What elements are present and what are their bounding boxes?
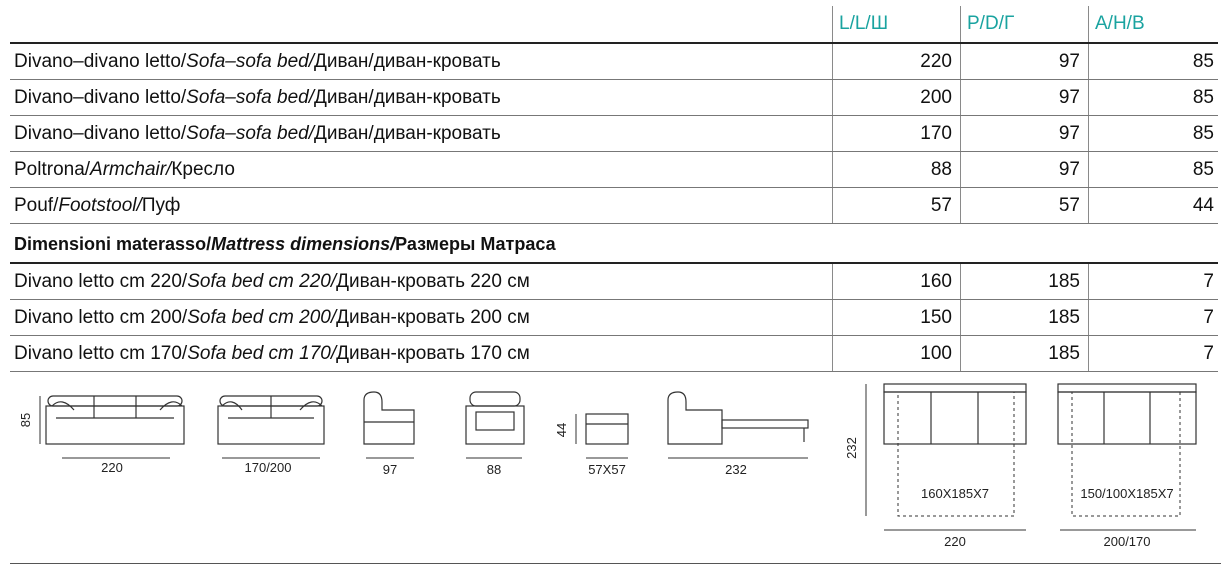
cell-depth: 185: [960, 264, 1088, 299]
table-header: [10, 6, 1218, 44]
row-label: Divano letto cm 220/Sofa bed cm 220/Диван-кровать 220 см: [14, 271, 530, 292]
cell-height: 85: [1088, 116, 1218, 151]
sofa-height-label: 85: [18, 412, 33, 428]
pouf-size-label: 57X57: [588, 462, 626, 477]
bed-length-label: 232: [725, 462, 747, 477]
header-length: L/L/Ш: [832, 6, 960, 42]
table-row: [10, 188, 1218, 224]
table-row: [10, 264, 1218, 300]
cell-length: 88: [832, 152, 960, 187]
row-label: Divano letto cm 170/Sofa bed cm 170/Диван-кровать 170 см: [14, 343, 530, 364]
cell-length: 160: [832, 264, 960, 299]
top2-width-label: 200/170: [1103, 534, 1151, 549]
sofa-side-drawing: [364, 392, 414, 444]
sofa-170-width-label: 170/200: [244, 460, 292, 475]
top2-mattress-label: 150/100X185X7: [1080, 486, 1174, 501]
table-row: [10, 336, 1218, 372]
cell-length: 150: [832, 300, 960, 335]
header-depth: P/D/Г: [960, 6, 1088, 42]
table-row: [10, 116, 1218, 152]
cell-height: 85: [1088, 152, 1218, 187]
cell-depth: 97: [960, 44, 1088, 79]
table-row: [10, 80, 1218, 116]
cell-length: 57: [832, 188, 960, 223]
table-row: [10, 44, 1218, 80]
cell-length: 200: [832, 80, 960, 115]
top1-mattress-label: 160X185X7: [921, 486, 989, 501]
divider: [10, 563, 1221, 564]
table-row: [10, 152, 1218, 188]
row-label: Divano letto cm 200/Sofa bed cm 200/Диван-кровать 200 см: [14, 307, 530, 328]
cell-height: 85: [1088, 80, 1218, 115]
cell-depth: 185: [960, 300, 1088, 335]
sofa-220-front-drawing: [46, 396, 184, 444]
table-row: [10, 300, 1218, 336]
row-label: Divano–divano letto/Sofa–sofa bed/Диван/диван-кровать: [14, 51, 501, 72]
row-label: Pouf/Footstool/Пуф: [14, 195, 181, 216]
row-label: Divano–divano letto/Sofa–sofa bed/Диван/диван-кровать: [14, 87, 501, 108]
sofa-bed-open-drawing: [668, 392, 808, 444]
cell-depth: 57: [960, 188, 1088, 223]
sofa-220-width-label: 220: [101, 460, 123, 475]
top1-width-label: 220: [944, 534, 966, 549]
cell-length: 170: [832, 116, 960, 151]
furniture-drawings: [0, 370, 1231, 572]
side-depth-label: 97: [382, 462, 398, 477]
row-label: Poltrona/Armchair/Кресло: [14, 159, 235, 180]
cell-depth: 185: [960, 336, 1088, 371]
header-height: A/H/B: [1088, 6, 1218, 42]
sofa-170-front-drawing: [218, 396, 324, 444]
armchair-width-label: 88: [486, 462, 502, 477]
cell-height: 7: [1088, 300, 1218, 335]
cell-height: 7: [1088, 264, 1218, 299]
cell-depth: 97: [960, 80, 1088, 115]
cell-height: 7: [1088, 336, 1218, 371]
cell-length: 220: [832, 44, 960, 79]
cell-height: 85: [1088, 44, 1218, 79]
mattress-section-title: Dimensioni materasso/Mattress dimensions/Размеры Матраса: [10, 224, 1218, 264]
row-label: Divano–divano letto/Sofa–sofa bed/Диван/диван-кровать: [14, 123, 501, 144]
pouf-height-label: 44: [554, 422, 569, 438]
dimensions-table: [10, 6, 1218, 372]
top-depth-label: 232: [844, 437, 859, 459]
pouf-drawing: [586, 414, 628, 444]
cell-length: 100: [832, 336, 960, 371]
cell-height: 44: [1088, 188, 1218, 223]
armchair-front-drawing: [466, 392, 524, 444]
cell-depth: 97: [960, 152, 1088, 187]
cell-depth: 97: [960, 116, 1088, 151]
